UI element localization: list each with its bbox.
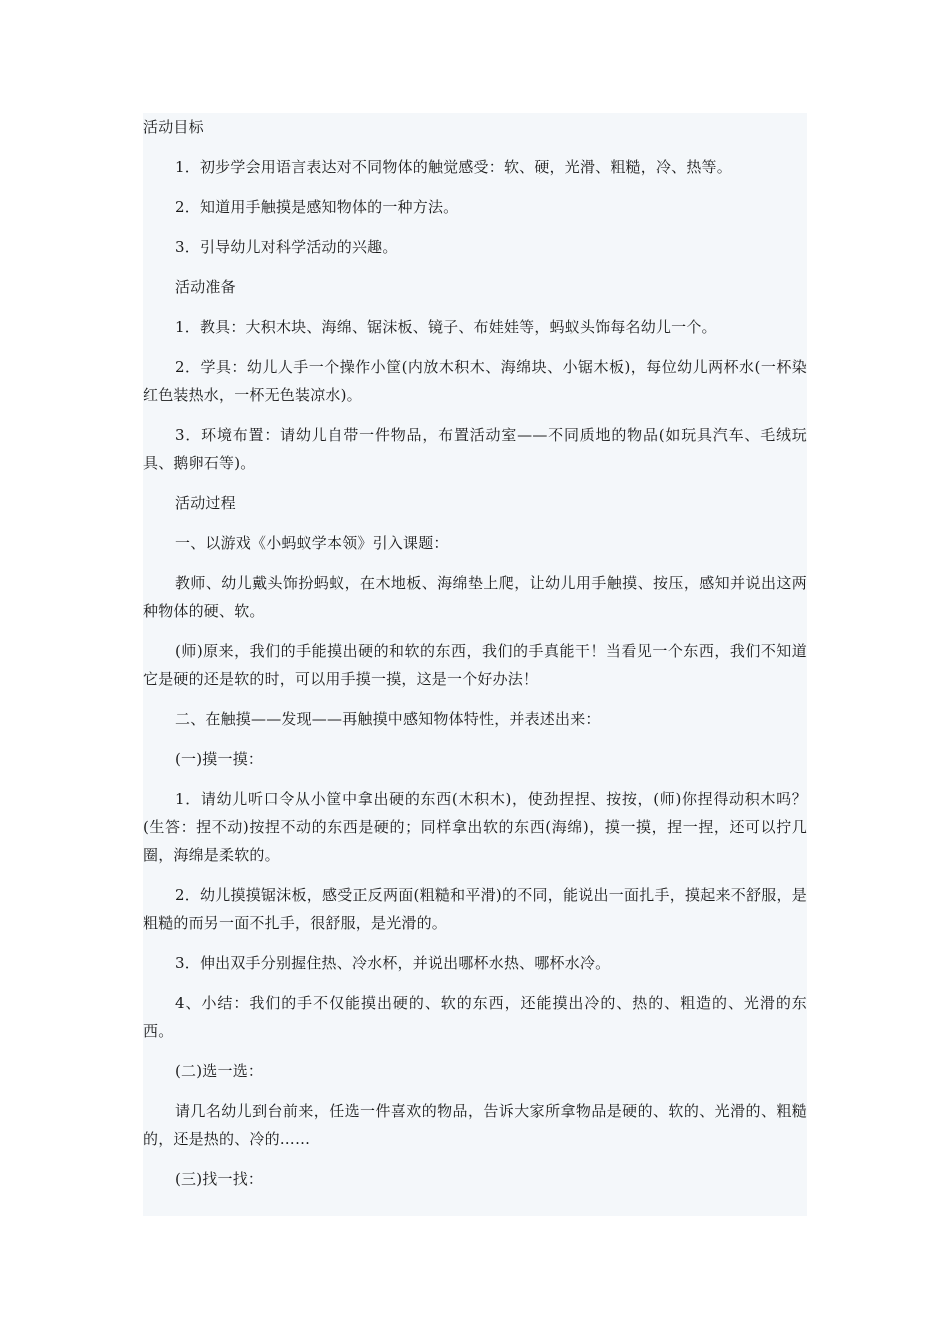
goal-item-3: 3．引导幼儿对科学活动的兴趣。 xyxy=(175,238,398,256)
section-heading-process: 活动过程 xyxy=(175,494,236,512)
choose-body: 请几名幼儿到台前来，任选一件喜欢的物品，告诉大家所拿物品是硬的、软的、光滑的、粗糙的，还是热的、冷的…… xyxy=(143,1102,807,1148)
goal-item-1: 1．初步学会用语言表达对不同物体的触觉感受：软、硬，光滑、粗糙，冷、热等。 xyxy=(175,158,732,176)
subsection-touch: (一)摸一摸： xyxy=(175,750,264,768)
section-heading-goals: 活动目标 xyxy=(143,118,204,136)
touch-summary: 4、小结：我们的手不仅能摸出硬的、软的东西，还能摸出冷的、热的、粗造的、光滑的东西。 xyxy=(143,994,807,1040)
touch-item-1: 1．请幼儿听口令从小筐中拿出硬的东西(木积木)，使劲捏捏、按按，(师)你捏得动积木吗？(生答：捏不动)按捏不动的东西是硬的；同样拿出软的东西(海绵)，摸一摸，捏一捏，还可以拧几圈，海绵是柔软的。 xyxy=(143,790,807,864)
process-step-1-body: 教师、幼儿戴头饰扮蚂蚁，在木地板、海绵垫上爬，让幼儿用手触摸、按压，感知并说出这两种物体的硬、软。 xyxy=(143,574,807,620)
subsection-choose: (二)选一选： xyxy=(175,1062,264,1080)
process-step-1-teacher: (师)原来，我们的手能摸出硬的和软的东西，我们的手真能干！当看见一个东西，我们不知道它是硬的还是软的时，可以用手摸一摸，这是一个好办法！ xyxy=(143,642,807,688)
section-heading-preparation: 活动准备 xyxy=(175,278,236,296)
process-step-1-title: 一、以游戏《小蚂蚁学本领》引入课题： xyxy=(175,534,449,552)
process-step-2-title: 二、在触摸——发现——再触摸中感知物体特性，并表述出来： xyxy=(175,710,601,728)
subsection-find: (三)找一找： xyxy=(175,1170,264,1188)
document-body xyxy=(143,113,807,1216)
preparation-item-2: 2．学具：幼儿人手一个操作小筐(内放木积木、海绵块、小锯木板)，每位幼儿两杯水(一杯染红色装热水，一杯无色装凉水)。 xyxy=(143,358,807,404)
touch-item-2: 2．幼儿摸摸锯沫板，感受正反两面(粗糙和平滑)的不同，能说出一面扎手，摸起来不舒服，是粗糙的而另一面不扎手，很舒服，是光滑的。 xyxy=(143,886,807,932)
preparation-item-3: 3．环境布置：请幼儿自带一件物品，布置活动室——不同质地的物品(如玩具汽车、毛绒玩具、鹅卵石等)。 xyxy=(143,426,807,472)
goal-item-2: 2．知道用手触摸是感知物体的一种方法。 xyxy=(175,198,459,216)
touch-item-3: 3．伸出双手分别握住热、冷水杯，并说出哪杯水热、哪杯水冷。 xyxy=(175,954,611,972)
preparation-item-1: 1．教具：大积木块、海绵、锯沫板、镜子、布娃娃等，蚂蚁头饰每名幼儿一个。 xyxy=(175,318,717,336)
